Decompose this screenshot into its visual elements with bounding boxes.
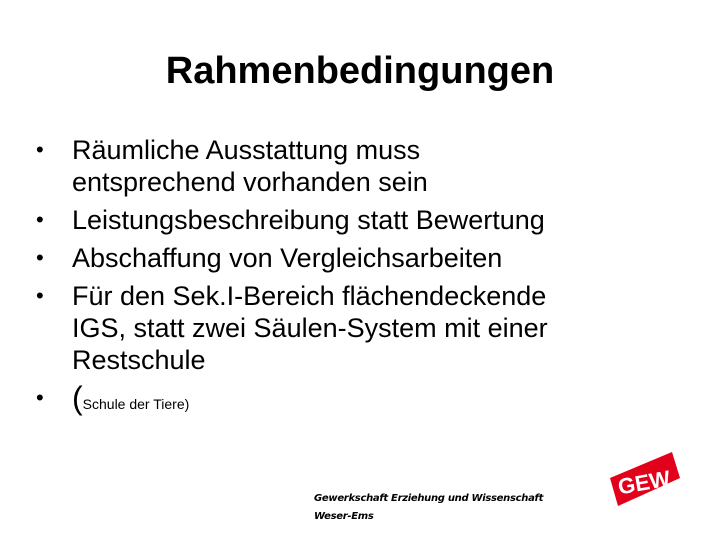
bullet-item — [36, 242, 676, 274]
bullet-dot: • — [36, 137, 44, 162]
bullet-dot: • — [36, 283, 44, 308]
gew-logo-text: GEW — [616, 465, 673, 500]
bullet-text-line: Für den Sek.I-Bereich flächendeckende — [72, 281, 547, 311]
bullet-dot: • — [36, 207, 44, 232]
gew-logo — [602, 450, 686, 512]
bullet-dot: • — [36, 385, 44, 410]
footer-org-line: Weser-Ems — [314, 511, 374, 522]
footer-organization — [314, 490, 543, 526]
bullet-dot: • — [36, 245, 44, 270]
footer-org-line: Gewerkschaft Erziehung und Wissenschaft — [314, 493, 544, 504]
bullet-text-line: Restschule — [72, 345, 206, 375]
bullet-text-line: Räumliche Ausstattung muss — [72, 135, 421, 165]
bullet-text-line: Leistungsbeschreibung statt Bewertung — [72, 205, 545, 235]
bullet-small-text: Schule der Tiere) — [82, 396, 190, 412]
slide-title: Rahmenbedingungen — [165, 50, 555, 92]
bullet-item — [36, 280, 676, 376]
bullet-item — [36, 204, 676, 236]
bullet-text-line: entsprechend vorhanden sein — [72, 167, 428, 197]
bullet-item — [36, 382, 676, 420]
bullet-item — [36, 134, 676, 198]
bullet-text-line: Abschaffung von Vergleichsarbeiten — [72, 243, 503, 273]
open-parenthesis: ( — [72, 380, 83, 416]
bullet-list — [36, 134, 676, 426]
bullet-text-line: IGS, statt zwei Säulen-System mit einer — [72, 313, 548, 343]
